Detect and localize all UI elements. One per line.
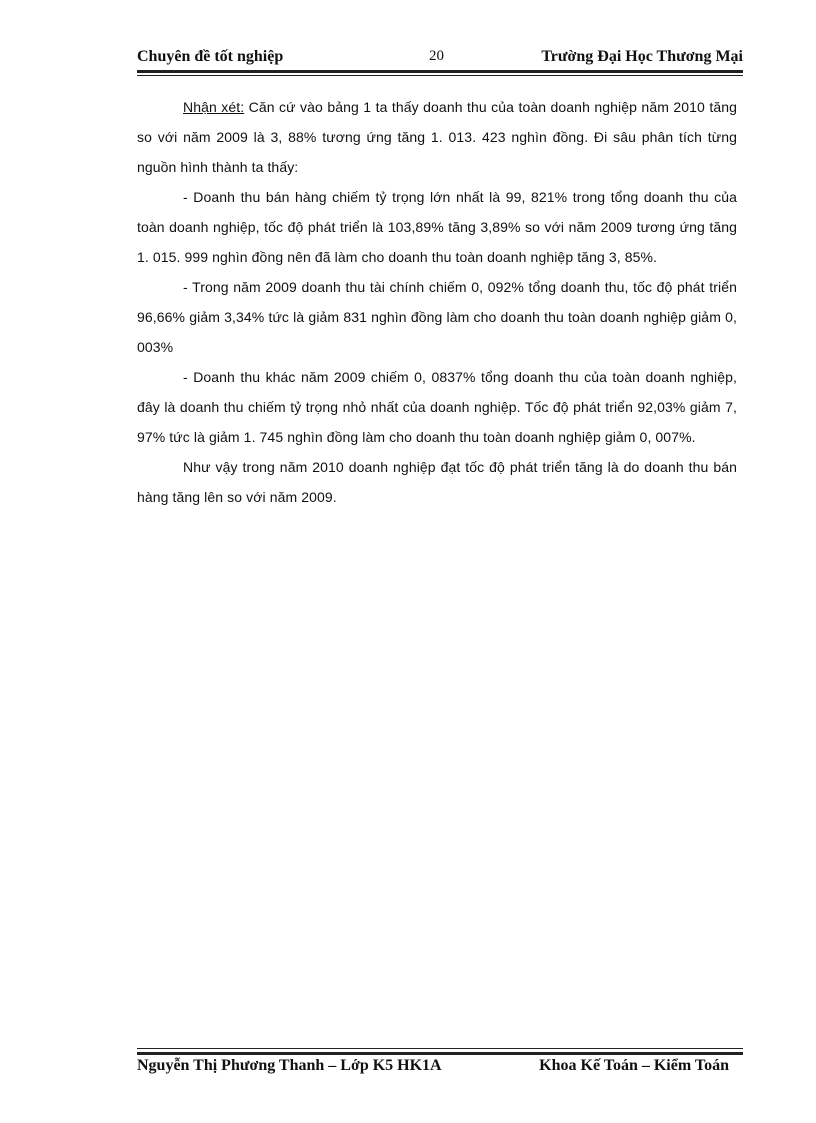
remark-label: Nhận xét: — [183, 99, 245, 115]
paragraph-financial-revenue: - Trong năm 2009 doanh thu tài chính chiếm 0, 092% tổng doanh thu, tốc độ phát triển 96,66% giảm 3,34% tức là giảm 831 nghìn đồng làm cho doanh thu toàn doanh nghiệp giảm 0, 003% — [137, 279, 737, 355]
paragraph-text: Căn cứ vào bảng 1 ta thấy doanh thu của toàn doanh nghiệp năm 2010 tăng so với năm 2009 là 3, 88% tương ứng tăng 1. 013. 423 nghìn đồng. Đi sâu phân tích từng nguồn hình thành ta thấy: — [137, 99, 737, 175]
footer-rule-thin — [137, 1048, 743, 1049]
paragraph-other-revenue: - Doanh thu khác năm 2009 chiếm 0, 0837% tổng doanh thu của toàn doanh nghiệp, đây là doanh thu chiếm tỷ trọng nhỏ nhất của doanh nghiệp. Tốc độ phát triển 92,03% giảm 7, 97% tức là giảm 1. 745 nghìn đồng làm cho doanh thu toàn doanh nghiệp giảm 0, 007%. — [137, 369, 737, 445]
page-number: 20 — [429, 48, 444, 64]
paragraph-conclusion: Như vậy trong năm 2010 doanh nghiệp đạt tốc độ phát triển tăng là do doanh thu bán hàng tăng lên so với năm 2009. — [137, 459, 737, 505]
header-rule-thick — [137, 70, 743, 73]
paragraph-sales-revenue: - Doanh thu bán hàng chiếm tỷ trọng lớn nhất là 99, 821% trong tổng doanh thu của toàn doanh nghiệp, tốc độ phát triển là 103,89% tăng 3,89% so với năm 2009 tương ứng tăng 1. 015. 999 nghìn đồng nên đã làm cho doanh thu toàn doanh nghiệp tăng 3, 85%. — [137, 189, 737, 265]
page-header — [137, 46, 743, 68]
paragraph-remark — [137, 92, 737, 182]
page-footer — [137, 1057, 743, 1079]
footer-department: Khoa Kế Toán – Kiểm Toán — [539, 1057, 729, 1074]
header-topic: Chuyên đề tốt nghiệp — [137, 48, 284, 65]
footer-rule-thick — [137, 1052, 743, 1055]
header-university: Trường Đại Học Thương Mại — [541, 48, 743, 65]
header-rule-thin — [137, 75, 743, 76]
footer-author: Nguyễn Thị Phương Thanh – Lớp K5 HK1A — [137, 1057, 442, 1074]
document-body — [137, 92, 737, 512]
